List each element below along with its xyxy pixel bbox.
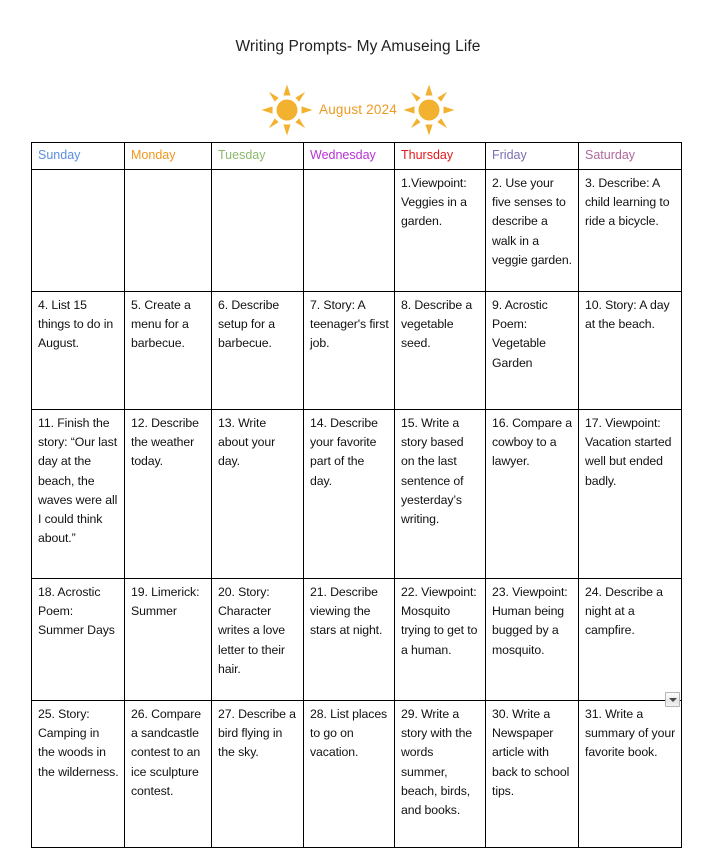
calendar-day-text <box>131 174 206 175</box>
day-header-sunday: Sunday <box>32 143 125 170</box>
calendar-day-cell[interactable] <box>395 579 486 701</box>
calendar-day-cell[interactable] <box>304 579 395 701</box>
calendar-day-cell[interactable] <box>212 410 304 579</box>
calendar-day-text: 11. Finish the story: “Our last day at the beach, the waves were all I could think about.” <box>38 416 118 546</box>
calendar-day-text: 29. Write a story with the words summer, beach, birds, and books. <box>401 707 473 818</box>
sun-icon-left <box>261 84 313 136</box>
calendar-day-cell[interactable] <box>125 170 212 292</box>
calendar-day-text: 3. Describe: A child learning to ride a bicycle. <box>585 176 670 229</box>
calendar-day-text: 12. Describe the weather today. <box>131 416 199 469</box>
calendar-day-text: 7. Story: A teenager's first job. <box>310 298 389 351</box>
calendar-day-text: 26. Compare a sandcastle contest to an ice sculpture contest. <box>131 707 201 798</box>
month-banner <box>0 84 716 136</box>
chevron-down-icon <box>669 698 677 702</box>
calendar-day-cell[interactable] <box>486 579 579 701</box>
calendar-day-text: 19. Limerick: Summer <box>131 585 200 619</box>
calendar-day-cell[interactable] <box>125 292 212 410</box>
calendar-day-text: 17. Viewpoint: Vacation started well but ended badly. <box>585 416 672 488</box>
calendar-day-text: 22. Viewpoint: Mosquito trying to get to a human. <box>401 585 478 657</box>
calendar-day-cell[interactable] <box>579 410 682 579</box>
calendar-day-text: 9. Acrostic Poem: Vegetable Garden <box>492 298 548 370</box>
page-title: Writing Prompts- My Amuseing Life <box>235 38 481 55</box>
calendar-body <box>32 170 682 848</box>
calendar-day-text: 18. Acrostic Poem: Summer Days <box>38 585 115 638</box>
day-header-thursday: Thursday <box>395 143 486 170</box>
calendar-day-text: 6. Describe setup for a barbecue. <box>218 298 280 351</box>
calendar-week-row <box>32 410 682 579</box>
calendar-day-text: 5. Create a menu for a barbecue. <box>131 298 191 351</box>
calendar-day-cell[interactable] <box>304 170 395 292</box>
day-header-tuesday: Tuesday <box>212 143 304 170</box>
calendar-day-cell[interactable] <box>579 579 682 701</box>
calendar-day-text: 20. Story: Character writes a love letter to their hair. <box>218 585 286 676</box>
calendar-day-cell[interactable] <box>304 701 395 848</box>
calendar-day-text <box>218 174 298 175</box>
calendar-day-text: 15. Write a story based on the last sentence of yesterday’s writing. <box>401 416 464 527</box>
calendar-day-text: 28. List places to go on vacation. <box>310 707 388 760</box>
calendar-day-text: 23. Viewpoint: Human being bugged by a mosquito. <box>492 585 568 657</box>
calendar-day-cell[interactable] <box>125 701 212 848</box>
calendar-week-row <box>32 170 682 292</box>
calendar-day-cell[interactable] <box>212 701 304 848</box>
calendar-day-cell[interactable] <box>32 292 125 410</box>
calendar-header-row <box>32 143 682 170</box>
calendar-day-text: 31. Write a summary of your favorite book. <box>585 707 676 760</box>
calendar-day-text: 10. Story: A day at the beach. <box>585 298 670 332</box>
calendar-day-cell[interactable] <box>486 701 579 848</box>
calendar-day-cell[interactable] <box>579 292 682 410</box>
calendar-day-cell[interactable] <box>125 579 212 701</box>
day-header-saturday: Saturday <box>579 143 682 170</box>
day-header-friday: Friday <box>486 143 579 170</box>
calendar-day-text: 1.Viewpoint: Veggies in a garden. <box>401 176 467 229</box>
day-header-wednesday: Wednesday <box>304 143 395 170</box>
calendar-week-row <box>32 579 682 701</box>
calendar-day-cell[interactable] <box>486 292 579 410</box>
calendar-day-text: 30. Write a Newspaper article with back to school tips. <box>492 707 570 798</box>
calendar-day-text <box>38 174 119 175</box>
calendar-day-cell[interactable] <box>579 170 682 292</box>
calendar-day-cell[interactable] <box>579 701 682 848</box>
calendar-day-cell[interactable] <box>32 579 125 701</box>
calendar-week-row <box>32 701 682 848</box>
day-header-monday: Monday <box>125 143 212 170</box>
calendar-day-cell[interactable] <box>395 292 486 410</box>
calendar-day-cell[interactable] <box>212 170 304 292</box>
calendar-day-text: 25. Story: Camping in the woods in the wilderness. <box>38 707 119 779</box>
calendar-day-text: 24. Describe a night at a campfire. <box>585 585 663 638</box>
calendar-day-text: 14. Describe your favorite part of the day. <box>310 416 378 488</box>
calendar-day-cell[interactable] <box>486 170 579 292</box>
calendar-day-text: 8. Describe a vegetable seed. <box>401 298 473 351</box>
calendar-day-cell[interactable] <box>395 701 486 848</box>
calendar-day-text: 4. List 15 things to do in August. <box>38 298 114 351</box>
scroll-down-arrow-button[interactable] <box>665 692 680 707</box>
calendar-container <box>31 142 681 848</box>
calendar-week-row <box>32 292 682 410</box>
calendar-day-cell[interactable] <box>304 410 395 579</box>
calendar-day-cell[interactable] <box>395 170 486 292</box>
calendar-day-cell[interactable] <box>32 701 125 848</box>
calendar-day-cell[interactable] <box>304 292 395 410</box>
calendar-day-text: 2. Use your five senses to describe a walk in a veggie garden. <box>492 176 572 267</box>
calendar-day-cell[interactable] <box>212 579 304 701</box>
calendar-day-cell[interactable] <box>212 292 304 410</box>
calendar-day-text: 27. Describe a bird flying in the sky. <box>218 707 296 760</box>
calendar-day-text <box>310 174 389 175</box>
calendar-day-cell[interactable] <box>395 410 486 579</box>
month-label: August 2024 <box>318 101 397 117</box>
sun-icon-right <box>403 84 455 136</box>
calendar-day-text: 21. Describe viewing the stars at night. <box>310 585 383 638</box>
calendar-table <box>31 142 682 848</box>
calendar-day-cell[interactable] <box>32 170 125 292</box>
calendar-day-cell[interactable] <box>486 410 579 579</box>
calendar-day-text: 16. Compare a cowboy to a lawyer. <box>492 416 573 469</box>
calendar-day-cell[interactable] <box>125 410 212 579</box>
calendar-day-text: 13. Write about your day. <box>218 416 276 469</box>
calendar-day-cell[interactable] <box>32 410 125 579</box>
